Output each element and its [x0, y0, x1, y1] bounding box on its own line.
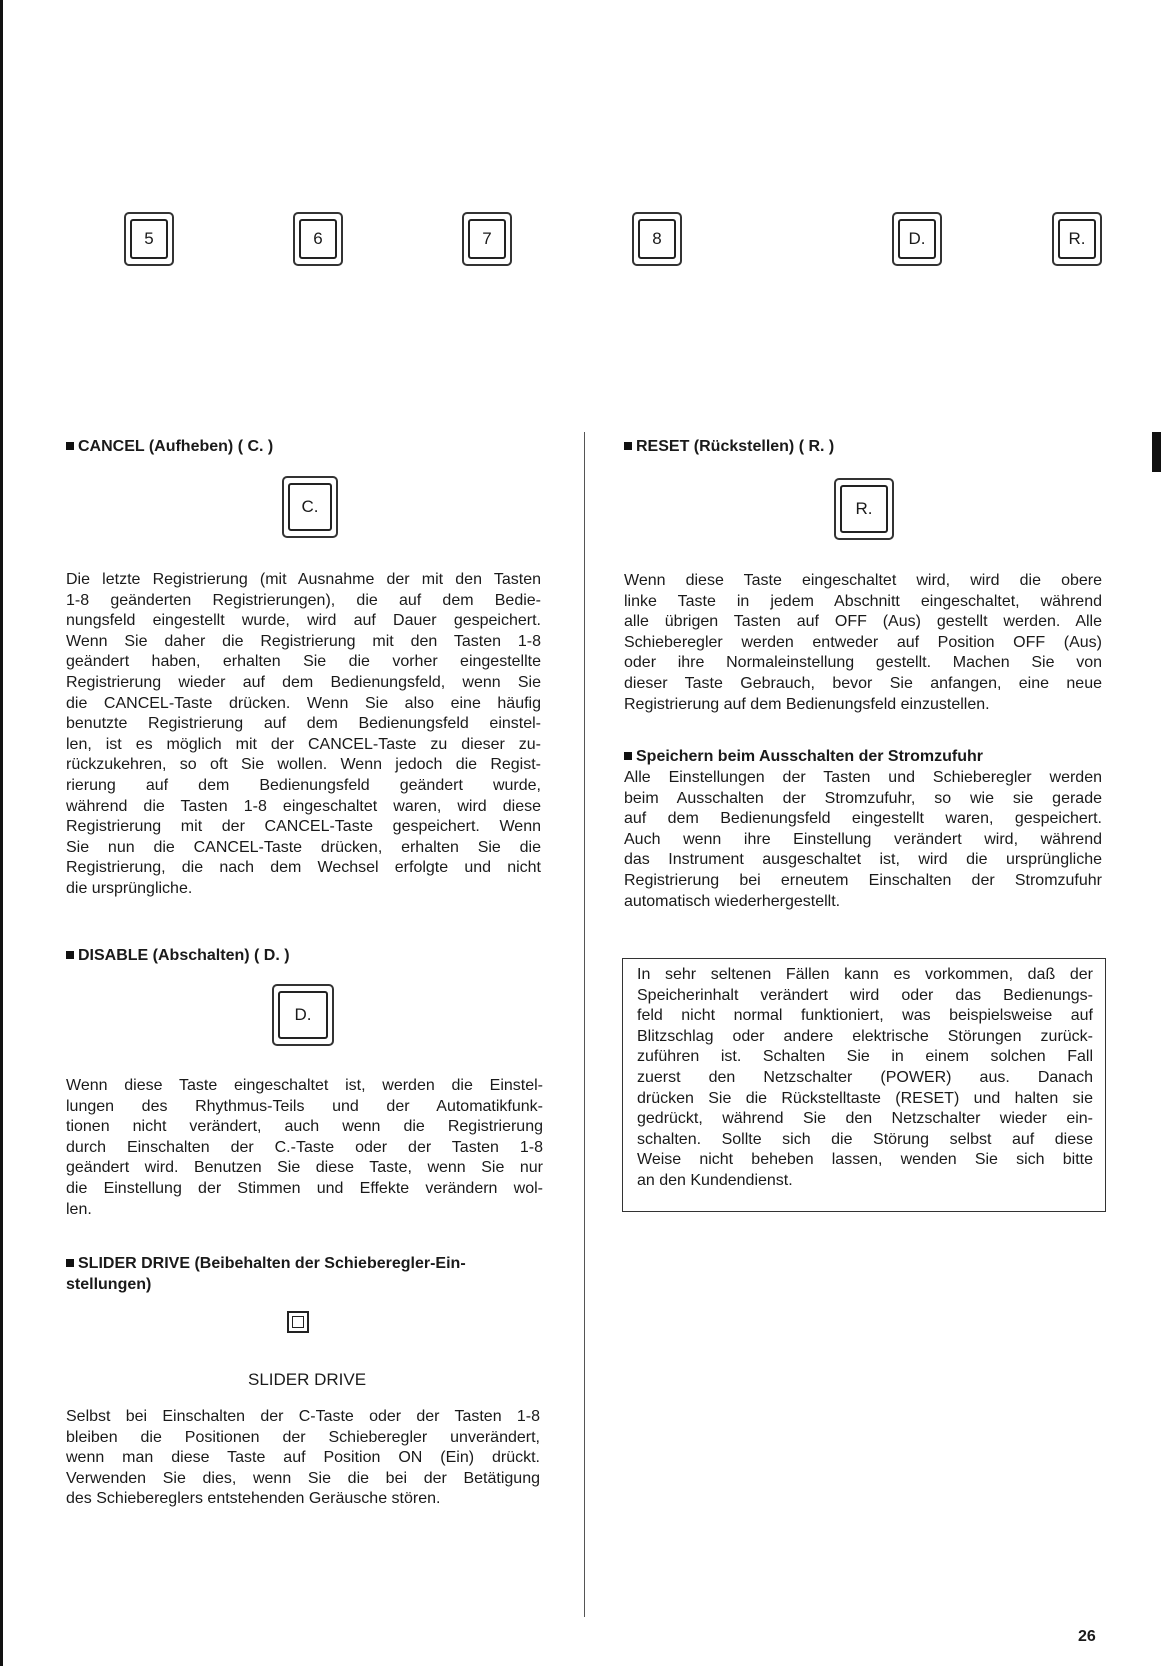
section-tab-marker	[1152, 432, 1161, 472]
text-line: gedrückt, während Sie den Netzschalter wieder ein-	[637, 1110, 1093, 1128]
text-line: Registrierung, die nach dem Wechsel erfolgte und nicht	[66, 859, 541, 877]
text-line: des Schiebereglers entstehenden Geräusche stören.	[66, 1490, 441, 1508]
reset-text	[624, 571, 1102, 715]
text-line: Alle Einstellungen der Tasten und Schieberegler werden	[624, 769, 1102, 786]
text-line: 1-8 geänderten Registrierungen), die auf dem Bedie-	[66, 591, 541, 609]
warning-note-box	[622, 958, 1106, 1212]
page-number: 26	[1078, 1628, 1096, 1645]
key-5: 5	[124, 212, 174, 266]
text-line: auf dem Bedienungsfeld eingestellt waren, gespeichert.	[624, 810, 1102, 828]
text-line: die Einstellung der Stimmen und Effekte verändern wol-	[66, 1179, 543, 1197]
reset-heading: RESET (Rückstellen) ( R. )	[624, 438, 834, 456]
text-line: len.	[66, 1200, 92, 1218]
text-line: Registrierung bei erneutem Einschalten der Stromzufuhr	[624, 871, 1102, 889]
text-line: das Instrument ausgeschaltet ist, wird die ursprüngliche	[624, 851, 1102, 869]
text-line: Wenn Sie daher die Registrierung mit den Tasten 1-8	[66, 632, 541, 650]
text-line: zuerst den Netzschalter (POWER) aus. Danach	[637, 1068, 1093, 1086]
text-line: alle übrigen Tasten auf OFF (Aus) gestellt werden. Alle	[624, 613, 1102, 631]
text-line: die ursprüngliche.	[66, 879, 193, 897]
text-line: rückzukehren, so oft Sie wollen. Wenn jedoch die Regist-	[66, 756, 541, 774]
text-line: Wenn diese Taste eingeschaltet ist, werden die Einstel-	[66, 1077, 543, 1094]
text-line: Schieberegler werden entweder auf Position OFF (Aus)	[624, 633, 1102, 651]
key-6: 6	[293, 212, 343, 266]
text-line: bleiben die Positionen der Schieberegler unverändert,	[66, 1428, 540, 1446]
text-line: lungen des Rhythmus-Teils und der Automatikfunk-	[66, 1097, 543, 1115]
text-line: Registrierung mit der CANCEL-Taste gespeichert. Wenn	[66, 818, 541, 836]
text-line: automatisch wiederhergestellt.	[624, 892, 841, 910]
text-line: wenn man diese Taste auf Position ON (Ein) drückt.	[66, 1449, 540, 1467]
text-line: Weise nicht beheben lassen, wenden Sie sich bitte	[637, 1151, 1093, 1169]
text-line: linke Taste in jedem Abschnitt eingeschaltet, während	[624, 592, 1102, 610]
text-line: geändert haben, erhalten Sie die vorher eingestellte	[66, 653, 541, 671]
text-line: an den Kundendienst.	[637, 1171, 793, 1189]
text-line: Registrierung auf dem Bedienungsfeld einzustellen.	[624, 695, 990, 713]
slider-text	[66, 1407, 540, 1510]
key-7: 7	[462, 212, 512, 266]
disable-key: D.	[272, 984, 334, 1046]
text-line: Sie nun die CANCEL-Taste drücken, erhalten Sie die	[66, 838, 541, 856]
cancel-text	[66, 570, 541, 900]
text-line: zuführen ist. Schalten Sie in einem solchen Fall	[637, 1048, 1093, 1066]
memory-text	[624, 768, 1102, 912]
text-line: die CANCEL-Taste drücken. Wenn Sie also eine häufig	[66, 694, 541, 712]
text-line: Speicherinhalt verändert wird oder das Bedienungs-	[637, 986, 1093, 1004]
slider-heading: SLIDER DRIVE (Beibehalten der Schieberegler-Ein- stellungen)	[66, 1255, 466, 1293]
warning-note-text	[637, 965, 1093, 1192]
text-line: len, ist es möglich mit der CANCEL-Taste zu dieser zu-	[66, 735, 541, 753]
text-line: Registrierung wieder auf dem Bedienungsfeld, wenn Sie	[66, 673, 541, 691]
text-line: benutzte Registrierung auf dem Bedienungsfeld einstel-	[66, 715, 541, 733]
text-line: schalten. Sollte sich die Störung selbst auf diese	[637, 1130, 1093, 1148]
text-line: rierung auf dem Bedienungsfeld geändert wurde,	[66, 776, 541, 794]
cancel-heading: CANCEL (Aufheben) ( C. )	[66, 438, 273, 456]
text-line: durch Einschalten der C.-Taste oder der Tasten 1-8	[66, 1138, 543, 1156]
text-line: Die letzte Registrierung (mit Ausnahme der mit den Tasten	[66, 571, 541, 588]
page-binding-edge	[0, 0, 3, 1666]
cancel-key: C.	[282, 476, 338, 538]
slider-drive-label: SLIDER DRIVE	[248, 1370, 367, 1389]
key-reset: R.	[1052, 212, 1102, 266]
text-line: In sehr seltenen Fällen kann es vorkommen, daß der	[637, 966, 1093, 983]
memory-heading: Speichern beim Ausschalten der Stromzufuhr	[624, 748, 983, 766]
text-line: beim Ausschalten der Stromzufuhr, so wie sie gerade	[624, 789, 1102, 807]
text-line: während die Tasten 1-8 eingeschaltet waren, wird diese	[66, 797, 541, 815]
disable-text	[66, 1076, 543, 1220]
disable-heading: DISABLE (Abschalten) ( D. )	[66, 947, 290, 965]
reset-key: R.	[834, 478, 894, 540]
text-line: drücken Sie die Rückstelltaste (RESET) und halten sie	[637, 1089, 1093, 1107]
text-line: geändert wird. Benutzen Sie diese Taste, wenn Sie nur	[66, 1159, 543, 1177]
text-line: Wenn diese Taste eingeschaltet wird, wird die obere	[624, 572, 1102, 589]
text-line: nungsfeld eingestellt wurde, wird auf Dauer gespeichert.	[66, 612, 541, 630]
text-line: Auch wenn ihre Einstellung verändert wird, während	[624, 830, 1102, 848]
slider-drive-button	[287, 1311, 309, 1333]
column-divider	[584, 432, 585, 1617]
text-line: dieser Taste Gebrauch, bevor Sie anfangen, eine neue	[624, 674, 1102, 692]
text-line: Blitzschlag oder andere elektrische Störungen zurück-	[637, 1027, 1093, 1045]
text-line: Verwenden Sie dies, wenn Sie die bei der Betätigung	[66, 1469, 540, 1487]
text-line: Selbst bei Einschalten der C-Taste oder der Tasten 1-8	[66, 1408, 540, 1425]
text-line: tionen nicht verändert, auch wenn die Registrierung	[66, 1118, 543, 1136]
key-8: 8	[632, 212, 682, 266]
text-line: feld nicht normal funktioniert, was beispielsweise auf	[637, 1007, 1093, 1025]
text-line: oder ihre Normaleinstellung gestellt. Machen Sie von	[624, 654, 1102, 672]
key-disable: D.	[892, 212, 942, 266]
